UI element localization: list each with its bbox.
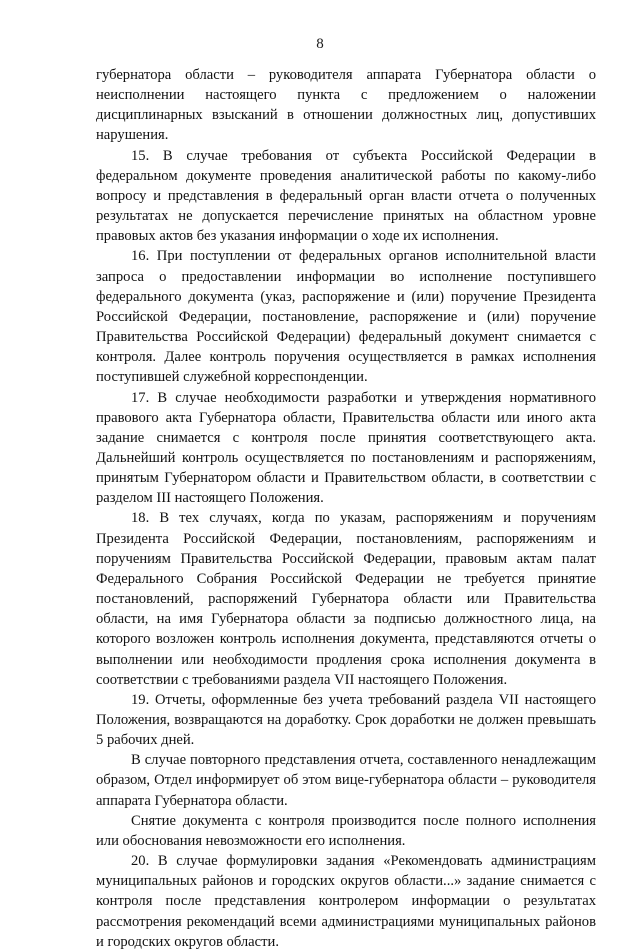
paragraph-removal-from-control: Снятие документа с контроля производится после полного исполнения или обоснования невозможности его исполнения. — [96, 812, 596, 849]
paragraph-repeat-report: В случае повторного представления отчета, составленного ненадлежащим образом, Отдел информирует об этом вице-губернатора области – руководителя аппарата Губернатора области. — [96, 752, 596, 809]
paragraph-item-17: 17. В случае необходимости разработки и утверждения нормативного правового акта Губернатора области, Правительства области или иного акта задание снимается с контроля после принятия соответствующего акта. Дальнейший контроль осуществляется по постановлениям и распоряжениям, принятым Губернатором области и Правительством области, в соответствии с разделом III настоящего Положения. — [96, 389, 596, 507]
paragraph-item-18: 18. В тех случаях, когда по указам, распоряжениям и поручениям Президента Российской Федерации, постановлениям, распоряжениям и поручениям Правительства Российской Федерации, правовым актам палат Федерального Собрания Российской Федерации не требуется принятие постановлений, распоряжений Губернатора области или Правительства области, на имя Губернатора области за подписью должностного лица, на которого возложен контроль исполнения документа, представляются отчеты о выполнении или необходимости продления срока исполнения документа в соответствии с требованиями раздела VII настоящего Положения. — [96, 510, 596, 688]
page-number: 8 — [316, 36, 324, 52]
paragraph-item-19: 19. Отчеты, оформленные без учета требований раздела VII настоящего Положения, возвращаются на доработку. Срок доработки не должен превышать 5 рабочих дней. — [96, 691, 596, 749]
document-body — [96, 65, 596, 952]
paragraph-item-15: 15. В случае требования от субъекта Российской Федерации в федеральном документе проведения аналитической работы по какому-либо вопросу и представления в федеральный орган власти отчета о полученных результатах не допускается перечисление принятых на областном уровне правовых актов без указания информации о ходе их исполнения. — [96, 147, 596, 245]
paragraph-continuation: губернатора области – руководителя аппарата Губернатора области о неисполнении настоящего пункта с предложением о наложении дисциплинарных взысканий в отношении должностных лиц, допустивших нарушения. — [96, 67, 596, 144]
paragraph-item-20: 20. В случае формулировки задания «Рекомендовать администрациям муниципальных районов и городских округов области...» задание снимается с контроля после представления контролером информации о результатах рассмотрения рекомендаций всеми администрациями муниципальных районов и городских округов области. — [96, 853, 596, 950]
paragraph-item-16: 16. При поступлении от федеральных органов исполнительной власти запроса о предоставлении информации во исполнение поступившего федерального документа (указ, распоряжение и (или) поручение Президента Российской Федерации, постановление, распоряжение и (или) поручение Правительства Российской Федерации) федеральный документ снимается с контроля. Далее контроль поручения осуществляется в рамках исполнения поступившей служебной корреспонденции. — [96, 248, 596, 386]
